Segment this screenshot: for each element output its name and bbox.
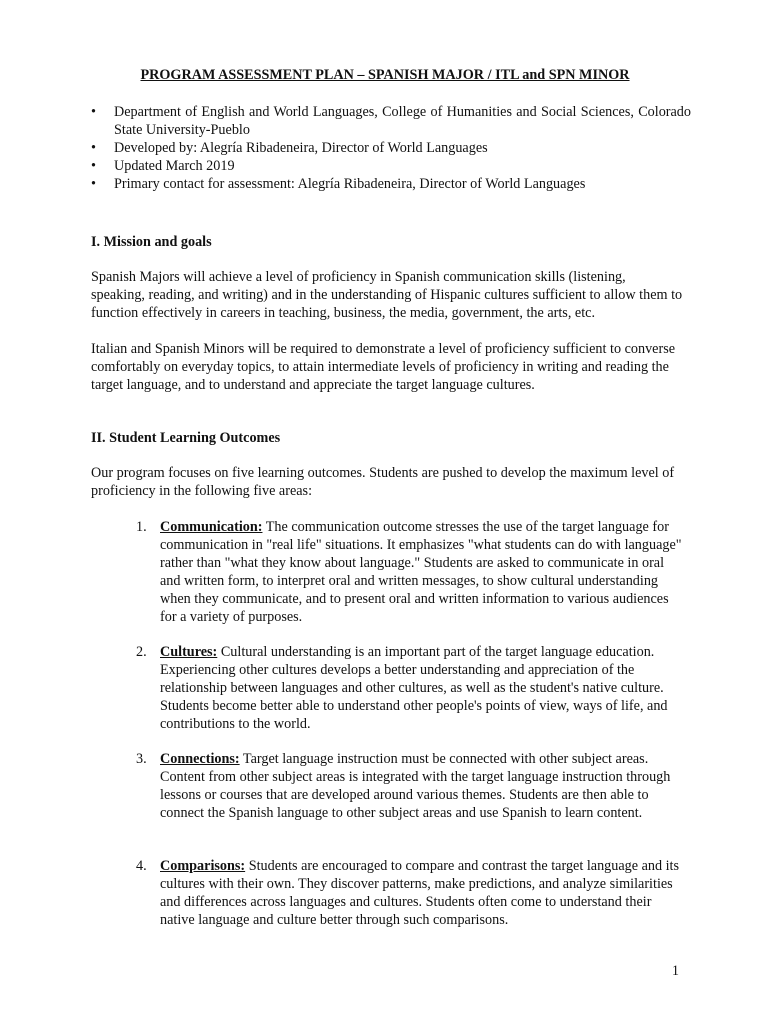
outcome-item-connections [136,750,686,822]
outcome-number: 3. [136,751,147,767]
outcome-body [160,518,686,626]
bullet-dot-icon: • [91,104,96,120]
header-bullet-list [91,103,691,193]
outcome-text: Students are encouraged to compare and contrast the target language and its cultures with their own. They discover patterns, make predictions, and analyze similarities and differences across languages and cultures. Students often come to understand their native language and culture better through such comparisons. [160,858,680,928]
bullet-item-department [91,103,691,139]
bullet-dot-icon: • [91,158,96,174]
bullet-text: Updated March 2019 [114,158,235,174]
mission-paragraph-minors: Italian and Spanish Minors will be required to demonstrate a level of proficiency sufficient to converse comfortably on everyday topics, to attain intermediate levels of proficiency in writing and reading the target language, and to understand and appreciate the target language cultures. [91,341,676,393]
document-title: PROGRAM ASSESSMENT PLAN – SPANISH MAJOR / ITL and SPN MINOR [140,67,630,83]
outcome-number: 4. [136,858,147,874]
outcome-text: The communication outcome stresses the use of the target language for communication in "real life" situations. It emphasizes "what students can do with language" rather than "what they know about language." Students are asked to communicate in oral and written form, to interpret oral and written messages, to show cultural understanding when they communicate, and to present oral and written information to various audiences for a variety of purposes. [160,519,682,625]
outcome-number: 2. [136,644,147,660]
outcome-item-comparisons [136,857,686,929]
outcome-body [160,857,686,929]
outcome-body [160,750,686,822]
bullet-text: Primary contact for assessment: Alegría Ribadeneira, Director of World Languages [114,176,586,192]
outcome-term: Communication: [160,519,263,535]
bullet-dot-icon: • [91,140,96,156]
bullet-item-contact [91,175,691,193]
bullet-dot-icon: • [91,176,96,192]
outcome-text: Cultural understanding is an important part of the target language education. Experiencing other cultures develops a better understanding and appreciation of the relationship between languages and other cultures, as well as the student's native culture. Students become better able to understand other people's points of view, ways of life, and contributions to the world. [160,644,668,732]
outcome-item-communication [136,518,686,626]
outcome-item-cultures [136,643,686,733]
bullet-item-updated [91,157,691,175]
outcome-body [160,643,686,733]
mission-paragraph-majors: Spanish Majors will achieve a level of proficiency in Spanish communication skills (listening, speaking, reading, and writing) and in the understanding of Hispanic cultures sufficient to allow them to function effectively in careers in teaching, business, the media, government, the arts, etc. [91,269,683,321]
section-heading-outcomes: II. Student Learning Outcomes [91,430,281,446]
outcome-term: Comparisons: [160,858,246,874]
outcome-term: Connections: [160,751,240,767]
section-heading-mission: I. Mission and goals [91,234,212,250]
outcomes-intro-paragraph: Our program focuses on five learning outcomes. Students are pushed to develop the maximum level of proficiency in the following five areas: [91,465,675,499]
outcome-number: 1. [136,519,147,535]
bullet-text: Developed by: Alegría Ribadeneira, Director of World Languages [114,140,488,156]
outcome-term: Cultures: [160,644,218,660]
page-number: 1 [671,963,679,979]
bullet-item-developer [91,139,691,157]
outcome-text: Target language instruction must be connected with other subject areas. Content from other subject areas is integrated with the target language instruction through lessons or courses that are developed around various themes. Students are then able to connect the Spanish language to other subject areas and use Spanish to learn content. [160,751,671,821]
bullet-text: Department of English and World Languages, College of Humanities and Social Sciences, Colorado State University-Pueblo [114,104,691,138]
